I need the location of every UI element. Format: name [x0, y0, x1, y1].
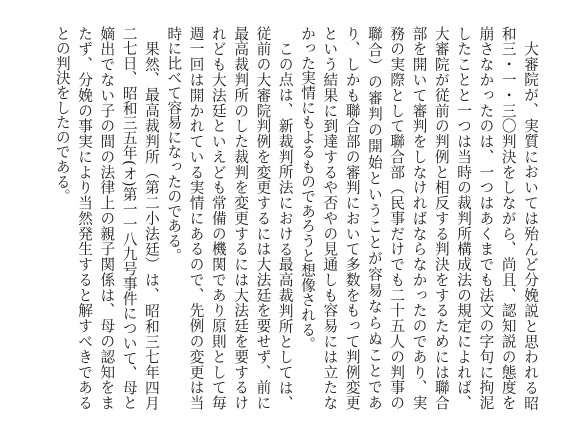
paragraph-3: 果然、最高裁判所（第二小法廷）は、昭和三七年四月二七日、昭和三五年(オ)第一一八九号事件について、母と嫡出でない子の間の法律上の親子関係は、母の認知をまたず、分娩の事実により当然発生すると解すべきであるとの判決をしたのである。 [53, 26, 160, 410]
document-body [21, 26, 541, 410]
paragraph-2: この点は、新裁判所法における最高裁判所としては、従前の大審院判例を変更するには大法廷を要せず、前に最高裁判所のした裁判を変更するには大法廷を要するけれども大法廷といえども常備の機関であり原則として毎週一回は開かれている実情にあるので、先例の変更は当時に比べて容易になったのである。 [165, 26, 294, 410]
paragraph-1: 大審院が、実質においては殆んど分娩説と思われる昭和三・一・三〇判決をしながら、尚且、認知説の態度を崩さなかったのは、一つはあくまでも法文の字句に拘泥したことと一つは当時の裁判所構成法の規定によれば、大審院が従前の判例と相反する判決をするためには聯合部を開いて審判をしなければならなかったのであり、実務の実際として聯合部（民事だけでも二十五人の判事の聯合）の審判の開始ということが容易ならぬことであり、しかも聯合部の審判において多数をもって判例変更という結果に到達するや否やの見通しも容易には立たなかった実情にもよるものであろうと想像される。 [299, 26, 539, 410]
